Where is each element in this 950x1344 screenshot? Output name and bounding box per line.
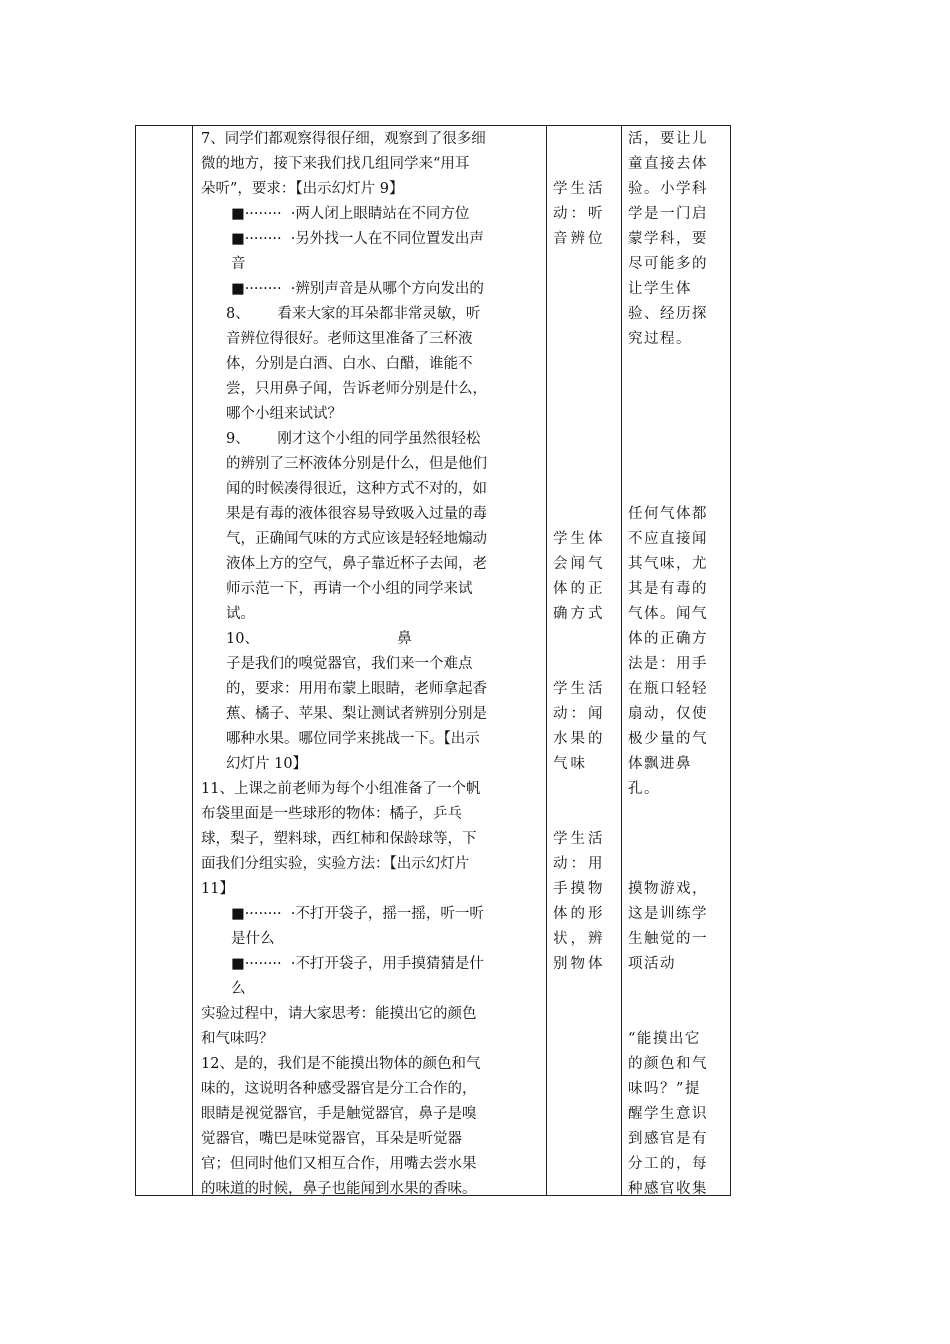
- text-line: 布袋里面是一些球形的物体：橘子，乒乓: [201, 806, 462, 822]
- text-line: 液体上方的空气，鼻子靠近杯子去闻，老: [226, 556, 487, 572]
- text-line: 子是我们的嗅觉器官，我们来一个难点: [226, 656, 473, 672]
- text-line: 生触觉的一: [628, 931, 708, 947]
- text-line: 学是一门启: [628, 206, 708, 222]
- text-line: 极少量的气: [628, 731, 708, 747]
- text-line: ■········ ·另外找一人在不同位置发出声: [231, 231, 484, 247]
- text-line: 确方式: [553, 606, 606, 622]
- text-line: 蒙学科，要: [628, 231, 708, 247]
- text-line: 学生活: [553, 181, 606, 197]
- text-line: 动：听: [553, 206, 606, 222]
- text-line: 的，要求：用用布蒙上眼睛，老师拿起香: [226, 681, 487, 697]
- text-line: 音辨位: [553, 231, 606, 247]
- text-line: 面我们分组实验，实验方法：【出示幻灯片: [201, 856, 470, 872]
- text-line: 种感官收集: [628, 1181, 708, 1197]
- text-line: 其是有毒的: [628, 581, 708, 597]
- text-line: 12、是的，我们是不能摸出物体的颜色和气: [201, 1056, 481, 1072]
- design-intent-cell: [622, 126, 731, 1196]
- text-line: 微的地方，接下来我们找几组同学来“用耳: [201, 156, 470, 172]
- text-line: 体飘进鼻: [628, 756, 692, 772]
- text-line: 体的正确方: [628, 631, 708, 647]
- text-line: 的颜色和气: [628, 1056, 708, 1072]
- text-line: ■········ ·不打开袋子，摇一摇，听一听: [231, 906, 484, 922]
- text-line: 么: [231, 981, 246, 997]
- text-line: 任何气体都: [628, 506, 708, 522]
- blank-left-cell: [136, 126, 193, 1196]
- text-line: “能摸出它: [628, 1031, 701, 1047]
- text-line: 朵听”，要求：【出示幻灯片 9】: [201, 181, 404, 197]
- text-line: 摸物游戏，: [628, 881, 708, 897]
- text-line: 动：用: [553, 856, 606, 872]
- text-line: 状，辨: [553, 931, 606, 947]
- text-line: 蕉、橘子、苹果、梨让测试者辨别分别是: [226, 706, 487, 722]
- text-line: 气，正确闻气味的方式应该是轻轻地煽动: [226, 531, 487, 547]
- text-line: 体的正: [553, 581, 606, 597]
- text-line: 觉器官，嘴巴是味觉器官，耳朵是听觉器: [201, 1131, 462, 1147]
- text-line: 到感官是有: [628, 1131, 708, 1147]
- text-line: 味的，这说明各种感受器官是分工合作的，: [201, 1081, 477, 1097]
- text-line: 8、 看来大家的耳朵都非常灵敏，听: [226, 306, 481, 322]
- text-line: 师示范一下，再请一个小组的同学来试: [226, 581, 473, 597]
- text-line: 9、 刚才这个小组的同学虽然很轻松: [226, 431, 481, 447]
- text-line: 尽可能多的: [628, 256, 708, 272]
- student-activity-cell: [547, 126, 622, 1196]
- text-line: 活，要让儿: [628, 131, 708, 147]
- lesson-plan-table: [135, 125, 731, 1196]
- text-line: 官；但同时他们又相互合作，用嘴去尝水果: [201, 1156, 477, 1172]
- text-line: 验、经历探: [628, 306, 708, 322]
- text-line: 法是：用手: [628, 656, 708, 672]
- text-line: 孔。: [628, 781, 660, 797]
- text-line: 果是有毒的液体很容易导致吸入过量的毒: [226, 506, 487, 522]
- text-line: 醒学生意识: [628, 1106, 708, 1122]
- text-line: 的味道的时候，鼻子也能闻到水果的香味。: [201, 1181, 477, 1197]
- table-row: [136, 126, 731, 1196]
- text-line: 是什么: [231, 931, 275, 947]
- text-line: 尝，只用鼻子闻，告诉老师分别是什么，: [226, 381, 487, 397]
- text-line: 究过程。: [628, 331, 692, 347]
- text-line: 在瓶口轻轻: [628, 681, 708, 697]
- text-line: 体的形: [553, 906, 606, 922]
- text-line: 会闻气: [553, 556, 606, 572]
- text-line: 闻的时候凑得很近，这种方式不对的，如: [226, 481, 487, 497]
- text-line: 项活动: [628, 956, 676, 972]
- text-line: 分工的，每: [628, 1156, 708, 1172]
- text-line: ■········ ·两人闭上眼睛站在不同方位: [231, 206, 470, 222]
- text-line: 不应直接闻: [628, 531, 708, 547]
- text-line: 幻灯片 10】: [226, 756, 308, 772]
- text-line: 气味: [553, 756, 588, 772]
- text-line: 音辨位得很好。老师这里准备了三杯液: [226, 331, 473, 347]
- text-line: 手摸物: [553, 881, 606, 897]
- text-line: 实验过程中，请大家思考：能摸出它的颜色: [201, 1006, 477, 1022]
- text-line: 7、同学们都观察得很仔细，观察到了很多细: [201, 131, 486, 147]
- text-line: 11、上课之前老师为每个小组准备了一个帆: [201, 781, 481, 797]
- text-line: 学生活: [553, 831, 606, 847]
- text-line: 动：闻: [553, 706, 606, 722]
- text-line: 学生活: [553, 681, 606, 697]
- text-line: 水果的: [553, 731, 606, 747]
- text-line: ■········ ·不打开袋子，用手摸猜猜是什: [231, 956, 484, 972]
- text-line: 和气味吗？: [201, 1031, 274, 1047]
- text-line: 气体。闻气: [628, 606, 708, 622]
- text-line: 10、 鼻: [226, 631, 412, 647]
- text-line: 音: [231, 256, 246, 272]
- text-line: 眼睛是视觉器官，手是触觉器官，鼻子是嗅: [201, 1106, 477, 1122]
- text-line: 的辨别了三杯液体分别是什么，但是他们: [226, 456, 487, 472]
- text-line: 验。小学科: [628, 181, 708, 197]
- text-line: 学生体: [553, 531, 606, 547]
- text-line: 别物体: [553, 956, 606, 972]
- text-line: 哪种水果。哪位同学来挑战一下。【出示: [226, 731, 480, 747]
- text-line: ■········ ·辨别声音是从哪个方向发出的: [231, 281, 484, 297]
- teaching-process-cell: [193, 126, 547, 1196]
- text-line: 扇动，仅使: [628, 706, 708, 722]
- text-line: 其气味，尤: [628, 556, 708, 572]
- text-line: 试。: [226, 606, 255, 622]
- text-line: 球，梨子，塑料球，西红柿和保龄球等，下: [201, 831, 477, 847]
- text-line: 这是训练学: [628, 906, 708, 922]
- text-line: 童直接去体: [628, 156, 708, 172]
- text-line: 哪个小组来试试？: [226, 406, 342, 422]
- text-line: 11】: [201, 881, 234, 897]
- text-line: 体，分别是白酒、白水、白醋，谁能不: [226, 356, 473, 372]
- text-line: 让学生体: [628, 281, 692, 297]
- text-line: 味吗？”提: [628, 1081, 701, 1097]
